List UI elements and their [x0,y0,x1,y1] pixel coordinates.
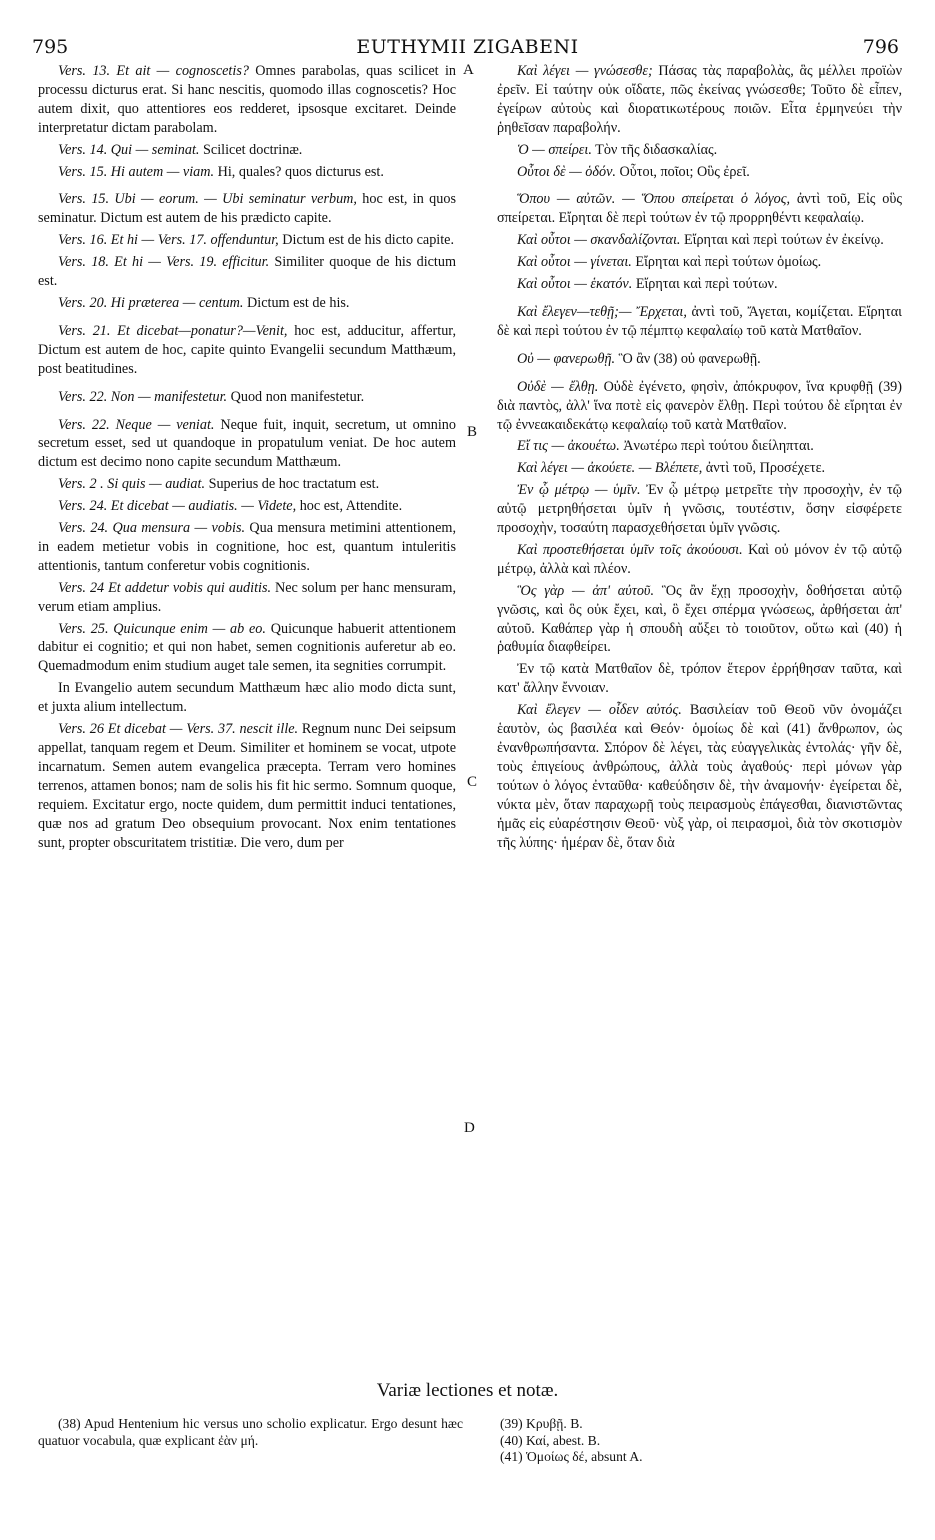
entry-text: Ἐν ᾧ μέτρῳ μετρεῖτε τὴν προσοχὴν, ἐν τῷ αὐτῷ μετρηθήσεται ὑμῖν ἡ γνῶσις, τουτέστιν, ὅσην εἰσφέρετε προσοχὴν, τοσαύτη παρασχεθήσεται ὑμῖν γνῶσις. [497,482,902,537]
entry-text: Regnum nunc Dei seipsum appellat, tanquam regem et Deum. Similiter et hominem se vocat, utpote incarnatum. Semen autem evangelica præcepta. Terram vero homines terrenos, attamen bonos; nam de solis his fit hic sermo. Somnum quoque, requiem. Excitatur ergo, nocte quidem, dum permittit induci tentationes, quæ nos ad gratum Deo obsequium provocant. Nox enim tentationes sunt, propter obscuritatem tristitiæ. Die vero, dum per [38,721,456,851]
entry-lemma: Καὶ λέγει — γνώσεσθε; [517,63,653,79]
greek-entry [497,378,902,435]
entry-lemma: Καὶ λέγει — ἀκούετε. — Βλέπετε, [517,460,703,477]
greek-entry [497,62,902,138]
latin-entry [38,720,456,852]
entry-lemma: Ὅπου — αὐτῶν. — Ὅπου σπείρεται ὁ λόγος, [517,191,791,208]
running-header [0,0,935,58]
margin-letter-c: C [467,774,478,790]
greek-entry [497,141,902,160]
footnote: (40) Καί, abest. B. [500,1432,601,1448]
latin-entry [38,620,456,677]
greek-entry [497,582,902,658]
entry-text: Dictum est de his. [243,294,350,311]
greek-entry [497,459,902,478]
entry-lemma: Ὃς γὰρ — ἀπ' αὐτοῦ. [517,582,654,599]
latin-entry [38,519,456,576]
margin-letter-b: B [467,424,478,440]
entry-text: hoc est, in quos seminatur. Dictum est autem de his prædicto capite. [38,191,456,227]
greek-entry [497,231,902,250]
entry-lemma: Vers. 24 Et addetur vobis qui auditis. [58,579,272,596]
greek-entry [497,481,902,538]
entry-text: Quod non manifestetur. [227,388,365,405]
greek-entry [497,163,902,182]
notes-left-column [38,1416,463,1449]
latin-entry [38,163,456,182]
greek-entry [497,350,902,369]
entry-lemma: Vers. 21. Et dicebat—ponatur?—Venit, [58,322,288,339]
entry-text: Ἐν τῷ κατὰ Ματθαῖον δὲ, τρόπον ἕτερον ἐρρήθησαν ταῦτα, καὶ κατ' ἄλλην ἔννοιαν. [497,661,902,697]
entry-lemma: Vers. 18. Et hi — Vers. 19. efficitur. [58,254,270,271]
entry-text: Καὶ οὐ μόνον ἐν τῷ αὐτῷ μέτρῳ, ἀλλὰ καὶ πλέον. [497,541,902,577]
greek-column [497,62,902,855]
entry-lemma: Vers. 22. Non — manifestetur. [58,388,228,405]
greek-entry [497,660,902,698]
entry-lemma: Οὗτοι δὲ — ὁδόν. [517,163,616,180]
entry-lemma: Vers. 16. Et hi — Vers. 17. offenduntur, [58,232,279,249]
latin-entry [38,497,456,516]
entry-lemma: Καὶ οὗτοι — σκανδαλίζονται. [517,232,681,249]
entry-text: Βασιλείαν τοῦ Θεοῦ νῦν ὀνομάζει ἑαυτὸν, ὡς βασιλέα καὶ Θεόν· ὁμοίως δὲ καὶ (41) ἄνθρωπον, ὡς ἐνανθρωπήσαντα. Σπόρον δὲ λέγει, τὰς εὐαγγελικὰς ἐντολάς· γῆν δὲ, τοὺς ἐπιγείους ἀνθρώπους, ἀλλὰ τοὺς ἀγαθούς· περὶ μόνων γὰρ τούτων ὁ λόγος ἐνταῦθα· καθεύδησιν δὲ, τὴν ἀναμονήν· ἐγείρεται δὲ, νύκτα μὲν, ὅταν παραχωρῇ τοὺς πειρασμοὺς ἐπάγεσθαι, διανιστῶντας ἡμᾶς εἰς εὐαρέστησιν Θεοῦ· νὺξ γὰρ, οἱ πειρασμοὶ, διὰ τὸν σκοτισμὸν τῆς λύπης· ἡμέραν δὲ, ὅταν διὰ [497,702,902,851]
greek-entry [497,253,902,272]
entry-lemma: Vers. 22. Neque — veniat. [58,416,215,433]
greek-entry [497,701,902,852]
entry-lemma: Καὶ οὗτοι — γίνεται. [517,254,632,271]
latin-entry [38,141,456,160]
latin-entry [38,579,456,617]
entry-text: Dictum est de his dicto capite. [278,232,455,249]
entry-text: Ἀνωτέρω περὶ τούτου διείληπται. [619,438,814,455]
latin-entry [38,322,456,379]
notes-title: Variæ lectiones et notæ. [376,1380,559,1401]
latin-entry [38,253,456,291]
latin-entry [38,416,456,473]
entry-text: Οὐδὲ ἐγένετο, φησὶν, ἀπόκρυφον, ἵνα κρυφθῇ (39) διὰ παντὸς, ἀλλ' ἵνα ποτὲ εἰς φανερὸν ἔλθῃ. Περὶ τούτου δὲ εἴρηται ἐν τῷ ἐννεακαιδεκάτῳ κεφαλαίῳ τοῦ κατὰ Ματθαῖον. [497,378,902,433]
entry-text: hoc est, adducitur, affertur, Dictum est autem de hoc, capite quinto Evangelii secundum Matthæum, post beatitudines. [38,322,456,377]
entry-text: Πάσας τὰς παραβολὰς, ἃς μέλλει προϊὼν ἐρεῖν. Εἰ ταύτην οὐκ οἴδατε, πῶς ἐκείνας γνώσεσθε; Τοῦτο δὲ εἶπεν, ἐγείρων αὐτοὺς καὶ διορατικωτέρους ποιῶν. Εἶτα ἑρμηνεύει τὴν ῥηθεῖσαν παραβολήν. [497,63,902,136]
entry-lemma: Καὶ ἔλεγεν — οἶδεν αὐτός. [517,702,682,719]
margin-letter-a: A [463,62,474,78]
page-number-left: 795 [32,36,69,58]
footnote: (39) Κρυβῇ. B. [500,1416,583,1431]
entry-lemma: Vers. 15. Ubi — eorum. — Ubi seminatur verbum, [58,191,357,208]
latin-entry [38,294,456,313]
margin-letter-d: D [464,1120,475,1136]
running-title: EUTHYMII ZIGABENI [356,36,579,58]
entry-text: Scilicet doctrinæ. [199,141,303,158]
entry-lemma: Καὶ οὗτοι — ἑκατόν. [517,276,633,293]
entry-text: Τὸν τῆς διδασκαλίας. [591,141,718,158]
entry-lemma: Vers. 20. Hi præterea — centum. [58,294,244,311]
entry-lemma: Καὶ ἔλεγεν—τεθῇ;— Ἔρχεται, [517,303,687,320]
latin-entry [38,679,456,717]
entry-lemma: Καὶ προστεθήσεται ὑμῖν τοῖς ἀκούουσι. [517,541,743,558]
entry-lemma: Vers. 26 Et dicebat — Vers. 37. nescit ille. [58,721,299,738]
greek-entry [497,437,902,456]
entry-text: Εἴρηται καὶ περὶ τούτων. [632,276,778,293]
entry-text: Οὗτοι, ποῖοι; Οὓς ἐρεῖ. [615,163,750,180]
entry-text: ἀντὶ τοῦ, Εἰς οὓς σπείρεται. Εἴρηται δὲ περὶ τούτων ἐν τῷ προρρηθέντι κεφαλαίῳ. [497,191,903,227]
footnote: (41) Ὁμοίως δέ, absunt A. [500,1449,643,1464]
entry-text: Ὃ ἂν (38) οὐ φανερωθῇ. [615,350,761,367]
entry-lemma: Ὁ — σπείρει. [517,141,592,158]
entry-lemma: Εἴ τις — ἀκουέτω. [517,438,620,455]
entry-text: Omnes parabolas, quas scilicet in processu dicturus erat. Si hanc nescitis, quomodo illas cognoscetis? Hoc autem dixit, quo attentiores eos redderet, ipsosque excitaret. Deinde interpretatur dictam parabolam. [38,63,456,136]
entry-lemma: Vers. 25. Quicunque enim — ab eo. [58,620,266,637]
entry-lemma: Vers. 2 . Si quis — audiat. [58,476,206,493]
latin-entry [38,231,456,250]
greek-entry [497,541,902,579]
entry-text: Similiter quoque de his dictum est. [38,254,456,290]
entry-lemma: Vers. 15. Hi autem — viam. [58,163,215,180]
footnote: (38) Apud Hentenium hic versus uno scholio explicatur. Ergo desunt hæc quatuor vocabula, quæ explicant ἐὰν μή. [38,1416,463,1448]
entry-text: Εἴρηται καὶ περὶ τούτων ἐν ἐκείνῳ. [680,232,884,249]
page-number-right: 796 [862,36,899,58]
entry-lemma: Vers. 24. Et dicebat — audiatis. — Videte, [58,498,297,515]
latin-entry [38,475,456,494]
latin-entry [38,190,456,228]
entry-text: Superius de hoc tractatum est. [205,476,380,493]
entry-lemma: Vers. 24. Qua mensura — vobis. [58,520,246,537]
greek-entry [497,303,902,341]
greek-entry [497,190,902,228]
entry-text: Ὃς ἂν ἔχῃ προσοχὴν, δοθήσεται αὐτῷ γνῶσις, καὶ ὃς οὐκ ἔχει, καὶ, ὃ ἔχει σπέρμα γνώσεως, ἀρθήσεται ἀπ' αὐτοῦ. Καθάπερ γὰρ ἡ σπουδὴ αὔξει τὸ τοιοῦτον, οὕτω καὶ (40) ἡ ῥαθυμία διαφθείρει. [497,582,902,656]
entry-text: Quicunque habuerit attentionem dabitur ei cognitio; et qui non habet, semen cognitionis auferetur ab eo. Quemadmodum enim studium auget tale semen, ita segnities corrumpit. [38,620,456,675]
entry-text: Εἴρηται καὶ περὶ τούτων ὁμοίως. [631,254,822,271]
entry-lemma: Οὐ — φανερωθῇ. [517,350,616,367]
latin-column [38,62,456,855]
entry-lemma: Ἐν ᾧ μέτρῳ — ὑμῖν. [517,482,641,499]
entry-text: ἀντὶ τοῦ, Προσέχετε. [702,460,826,477]
notes-right-column [500,1416,900,1466]
entry-lemma: Vers. 13. Et ait — cognoscetis? [58,63,249,79]
entry-text: Qua mensura metimini attentionem, in eadem metietur vobis in cognitione, hoc est, quantum intuleritis attentionis, tantum conferetur vobis cognitionis. [38,520,457,574]
entry-text: In Evangelio autem secundum Matthæum hæc alio modo dicta sunt, et juxta alium intellectum. [38,680,456,716]
entry-text: Hi, quales? quos dicturus est. [214,163,384,180]
entry-lemma: Οὐδὲ — ἔλθῃ. [517,378,599,395]
entry-text: Neque fuit, inquit, secretum, ut omnino secretum esset, sed ut quandoque in propatulum veniat. De hoc autem dictum est decimo nono capite secundum Matthæum. [38,416,456,471]
entry-text: hoc est, Attendite. [296,498,403,515]
entry-lemma: Vers. 14. Qui — seminat. [58,141,200,158]
entry-text: ἀντὶ τοῦ, Ἄγεται, κομίζεται. Εἴρηται δὲ καὶ περὶ τούτου ἐν τῷ πέμπτῳ κεφαλαίῳ τοῦ κατὰ Ματθαῖον. [497,303,902,339]
latin-entry [38,388,456,407]
latin-entry [38,62,456,138]
entry-text: Nec solum per hanc mensuram, verum etiam amplius. [38,579,456,615]
greek-entry [497,275,902,294]
